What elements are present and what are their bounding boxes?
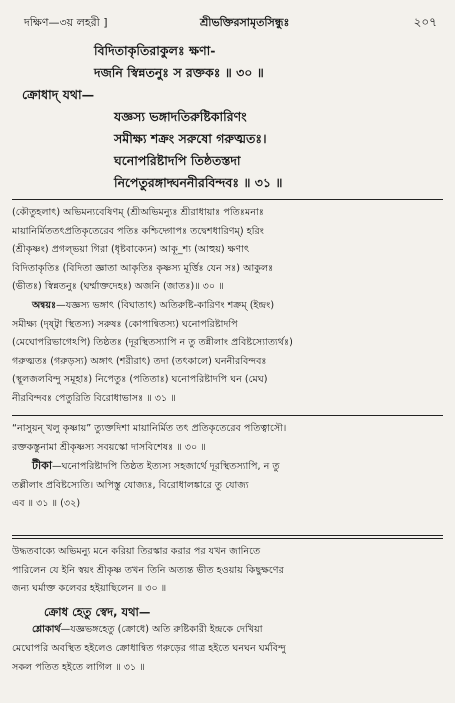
anvaya-label: অন্বয়ঃ — [32, 299, 57, 311]
anvaya-line: সমীক্ষ্য (দৃষ্ট্বা স্থিতস্য) সরুষঃ (কোপান্বিতস্য) ঘনোপরিষ্টাদপি — [12, 318, 238, 330]
anvaya-line: (মেঘোপরিভাগেঽপি) তিষ্ঠতঃ (দূরস্থিতস্যাপি ন তু তন্নীলাং প্রবিষ্টস্যোত্যর্থঃ) — [12, 337, 293, 349]
anvaya-line: অন্বয়ঃ—যজ্ঞস্য ভঙ্গাৎ (বিঘাতাৎ) অতিরুষ্টি-কারিণং শক্রম্ (ইন্দ্রং) — [32, 299, 275, 311]
verse-line: বিদিতাকৃতিরাকুলঃ ক্ষণা- — [94, 43, 216, 58]
anvaya-line: নীরবিন্দবঃ পেতুরিতি বিরোধাভাসঃ ॥ ৩১ ॥ — [12, 392, 176, 404]
book-title: শ্রীভক্তিরসামৃতসিন্ধুঃ — [200, 16, 290, 29]
section-divider — [12, 535, 443, 536]
anvaya-line: গরুত্মতঃ (গরুড়স্য) অঙ্গাৎ (শরীরাৎ) তদা (তৎকালে) ঘননীরবিন্দবঃ — [12, 355, 267, 367]
tika-label: টীকা — [32, 459, 53, 473]
tika-line: এব ॥ ৩১ ॥ (৩২) — [12, 498, 81, 510]
shlokartha-line: শ্লোকার্থ—যজ্ঞভঙ্গহেতু (ক্রোধে) অতি রুষ্টিকারী ইন্দ্রকে দেখিয়া — [32, 624, 263, 636]
verse-line: দজনি স্বিন্নতনুঃ স রক্তকঃ ॥ ৩০ ॥ — [94, 65, 264, 80]
paragraph-line: জন্য ঘর্মাক্ত কলেবর হইয়াছিলেন ॥ ৩০ ॥ — [12, 583, 167, 595]
shlokartha-line: মেঘোপরি অবস্থিত হইলেও ক্রোধান্বিত গরুড়ের গাত্র হইতে ঘনঘন ঘর্মবিন্দু — [12, 642, 286, 654]
chapter-label: দক্ষিণ—৩য় লহরী ] — [24, 16, 108, 29]
section-divider — [12, 538, 443, 539]
verse-31 — [22, 84, 437, 194]
section-divider — [12, 415, 443, 416]
verse-30-ending — [22, 40, 437, 84]
commentary-line: বিদিতাকৃতিঃ (বিদিতা জ্ঞাতা আকৃতিঃ কৃষ্ণস্য মূর্ত্তিঃ যেন সঃ) আকুলঃ — [12, 262, 274, 274]
verse-line: ঘনোপরিষ্টাদপি তিষ্ঠতস্তদা — [114, 153, 241, 168]
running-header — [24, 14, 437, 32]
verse-line: নিপেতুরঙ্গাদ্ঘননীরবিন্দবঃ ॥ ৩১ ॥ — [114, 175, 283, 190]
section-divider — [12, 199, 443, 200]
verse-line: সমীক্ষ্য শক্রং সরুষো গরুত্মতঃ। — [114, 131, 267, 146]
commentary-line: (শ্রীকৃষ্ণং) প্রগল্ভয়া গিরা (ধৃষ্টবাক্যেন) আকূ_শ্য (আহুয়) ক্ষণাৎ — [12, 244, 250, 256]
verse-heading: ক্রোধাদ্ যথা— — [22, 87, 95, 102]
shlokartha-line: সকল পতিত হইতে লাগিল ॥ ৩১ ॥ — [12, 661, 145, 673]
note-line: “নাসুয়ন্ খলু কৃষ্ণায়” ত্যুক্তদিশা মায়ানির্মিত তৎ প্রতিকৃতেরেব পতিত্বাসৌ। — [12, 423, 287, 434]
shlokartha-label: শ্লোকার্থ — [32, 624, 61, 636]
paragraph-line: উদ্ধতবাক্যে অভিমন্যু মনে করিয়া তিরস্কার করার পর যখন জানিতে — [12, 546, 261, 557]
paragraph-line: পারিলেন যে ইনি স্বয়ং শ্রীকৃষ্ণ তখন তিনি অত্যন্ত ভীত হওয়ায় কিছুক্ষণের — [12, 564, 284, 576]
notes-block — [12, 420, 441, 514]
tika-line: তল্লীলাং প্রবিষ্টস্যেতি। অপিস্তু যোজ্যঃ, বিরোধালঙ্কারে তু যোজ্য — [12, 479, 249, 491]
note-line: রক্তকস্তুনামা শ্রীকৃষ্ণস্য সবয়স্কো দাসবিশেষঃ ॥ ৩০ ॥ — [12, 441, 206, 453]
tika-line: টীকা—ঘনোপরিষ্টাদপি তিষ্ঠত ইত্যস্য সহজার্থে দূরস্থিতস্যাপি, ন তু — [32, 459, 280, 473]
page-number: ২০৭ — [413, 15, 437, 29]
verse-line: যজ্ঞস্য ভঙ্গাদতিরুষ্টিকারিণং — [114, 109, 247, 124]
section-heading: ক্রোধ হেতু স্বেদ, যথা— — [44, 604, 151, 619]
commentary-line: মায়ানির্মিততৎপ্রতিকৃতেরেব পতিঃ কশ্চিদ্গোপঃ তদ্বেশধারিণম্) হরিং — [12, 225, 264, 237]
anvaya-line: (স্থূলজলবিন্দু সমূহাঃ) নিপেতুঃ (পতিতাঃ) ঘনোপরিষ্টাদপি ঘন (মেঘ) — [12, 374, 268, 386]
bengali-translation — [12, 543, 441, 677]
commentary-line: (ভীতঃ) স্বিন্নতনুঃ (ঘর্ম্মাক্তদেহঃ) অজনি (জাতঃ)॥ ৩০ ॥ — [12, 281, 224, 293]
commentary-line: (কৌতুহলাৎ) অভিমন্যবেষিণম্ (শ্রীঅভিমন্যুঃ শ্রীরাধায়াঃ পতিঃমনাঃ — [12, 207, 264, 218]
sanskrit-commentary — [12, 204, 441, 409]
